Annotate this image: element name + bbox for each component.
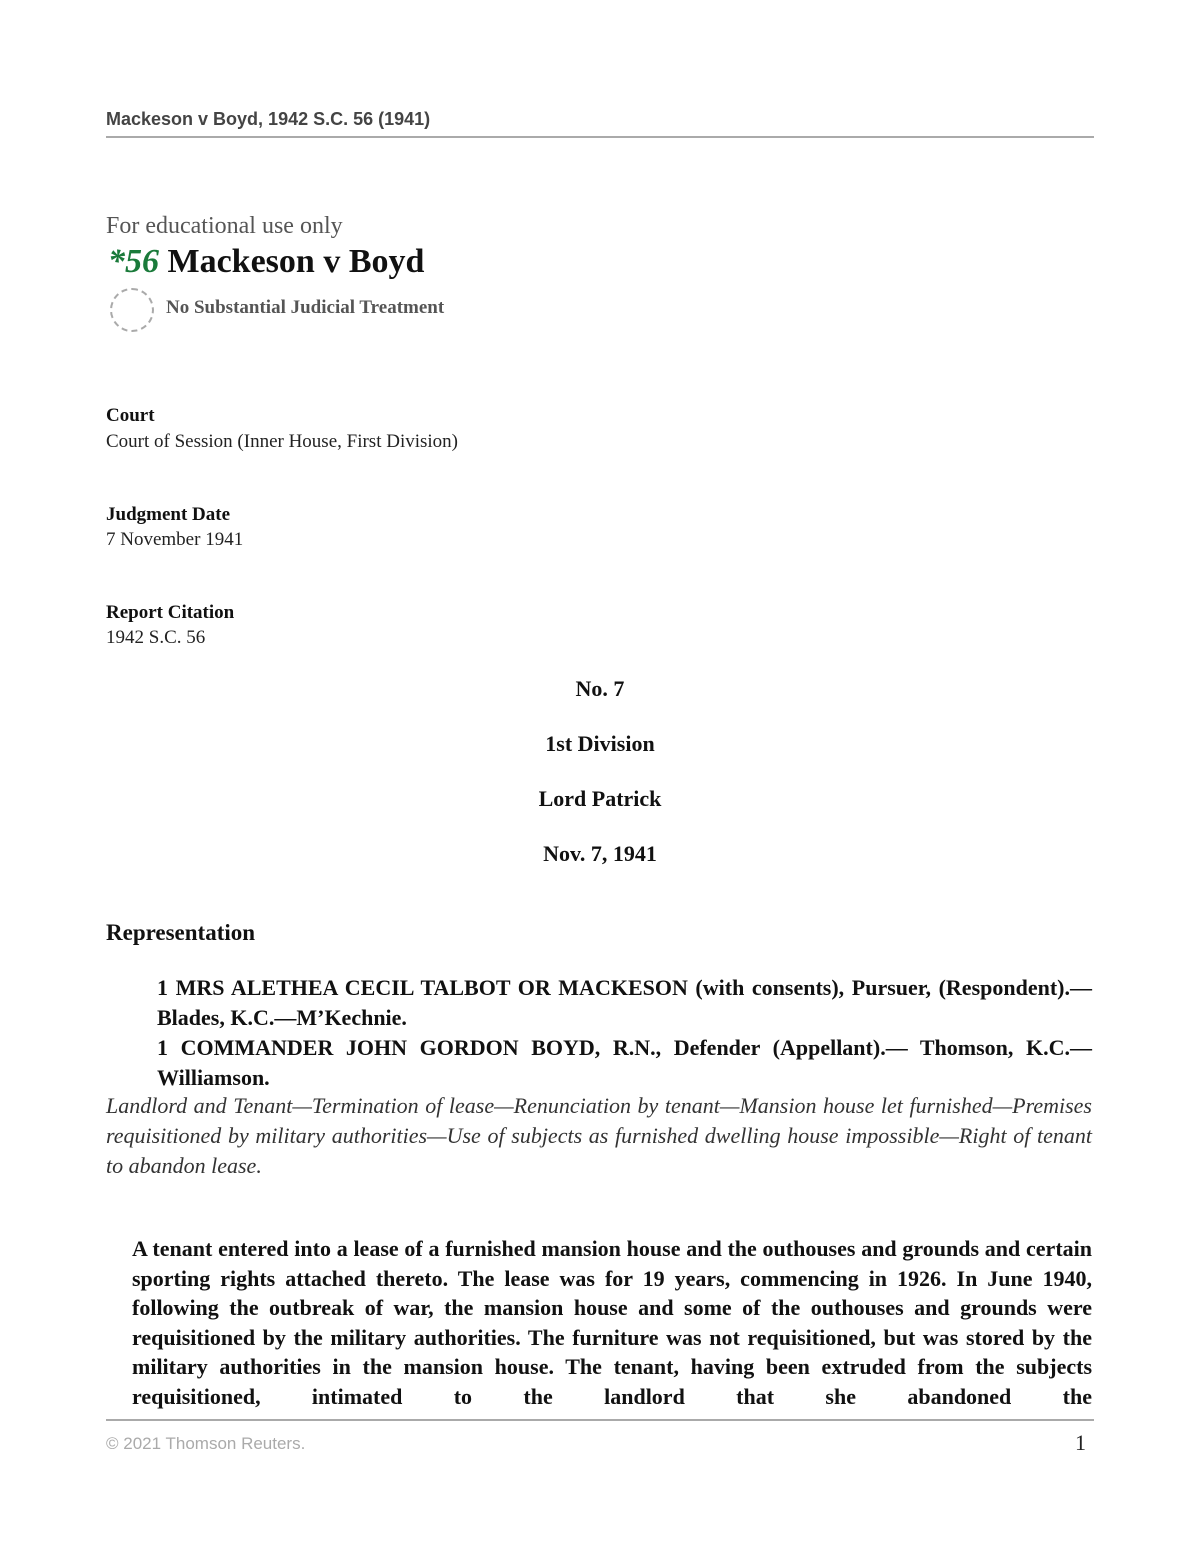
treatment-status-icon <box>110 288 154 332</box>
report-citation-value: 1942 S.C. 56 <box>106 627 206 648</box>
court-label: Court <box>106 405 155 426</box>
judge: Lord Patrick <box>538 786 662 811</box>
header-divider <box>106 136 1094 138</box>
copyright-notice: © 2021 Thomson Reuters. <box>106 1434 306 1453</box>
division: 1st Division <box>545 731 655 756</box>
educational-use-note: For educational use only <box>106 213 343 239</box>
representation-heading: Representation <box>106 920 256 945</box>
footer-divider <box>106 1419 1094 1421</box>
decision-date: Nov. 7, 1941 <box>543 841 657 866</box>
running-header-title: Mackeson v Boyd, 1942 S.C. 56 (1941) <box>106 109 431 129</box>
report-citation-label: Report Citation <box>106 602 235 623</box>
case-number: No. 7 <box>575 676 625 701</box>
judgment-date-value: 7 November 1941 <box>106 529 244 550</box>
case-title <box>108 243 424 281</box>
treatment-status-label: No Substantial Judicial Treatment <box>166 297 445 318</box>
court-value: Court of Session (Inner House, First Division) <box>106 431 459 452</box>
star-page-marker: *56 <box>108 243 159 280</box>
page-number: 1 <box>1075 1430 1086 1455</box>
judgment-date-label: Judgment Date <box>106 504 231 525</box>
party-defender: 1 COMMANDER JOHN GORDON BOYD, R.N., Defender (Appellant).— Thomson, K.C.—Williamson. <box>157 1035 1092 1090</box>
party-pursuer: 1 MRS ALETHEA CECIL TALBOT OR MACKESON (with consents), Pursuer, (Respondent).— Blades, K.C.—M’Kechnie. <box>157 975 1092 1030</box>
headnote-paragraph: A tenant entered into a lease of a furnished mansion house and the outhouses and grounds and certain sporting rights attached thereto. The lease was for 19 years, commencing in 1926. In June 1940, following the outbreak of war, the mansion house and some of the outhouses and grounds were requisitioned by the military authorities. The furniture was not requisitioned, but was stored by the military authorities in the mansion house. The tenant, having been extruded from the subjects requisitioned, intimated to the landlord that she abandoned the <box>132 1236 1092 1409</box>
catchwords: Landlord and Tenant—Termination of lease—Renunciation by tenant—Mansion house let furnished—Premises requisitioned by military authorities—Use of subjects as furnished dwelling house impossible—Right of tenant to abandon lease. <box>106 1093 1092 1178</box>
case-name: Mackeson v Boyd <box>167 243 425 280</box>
